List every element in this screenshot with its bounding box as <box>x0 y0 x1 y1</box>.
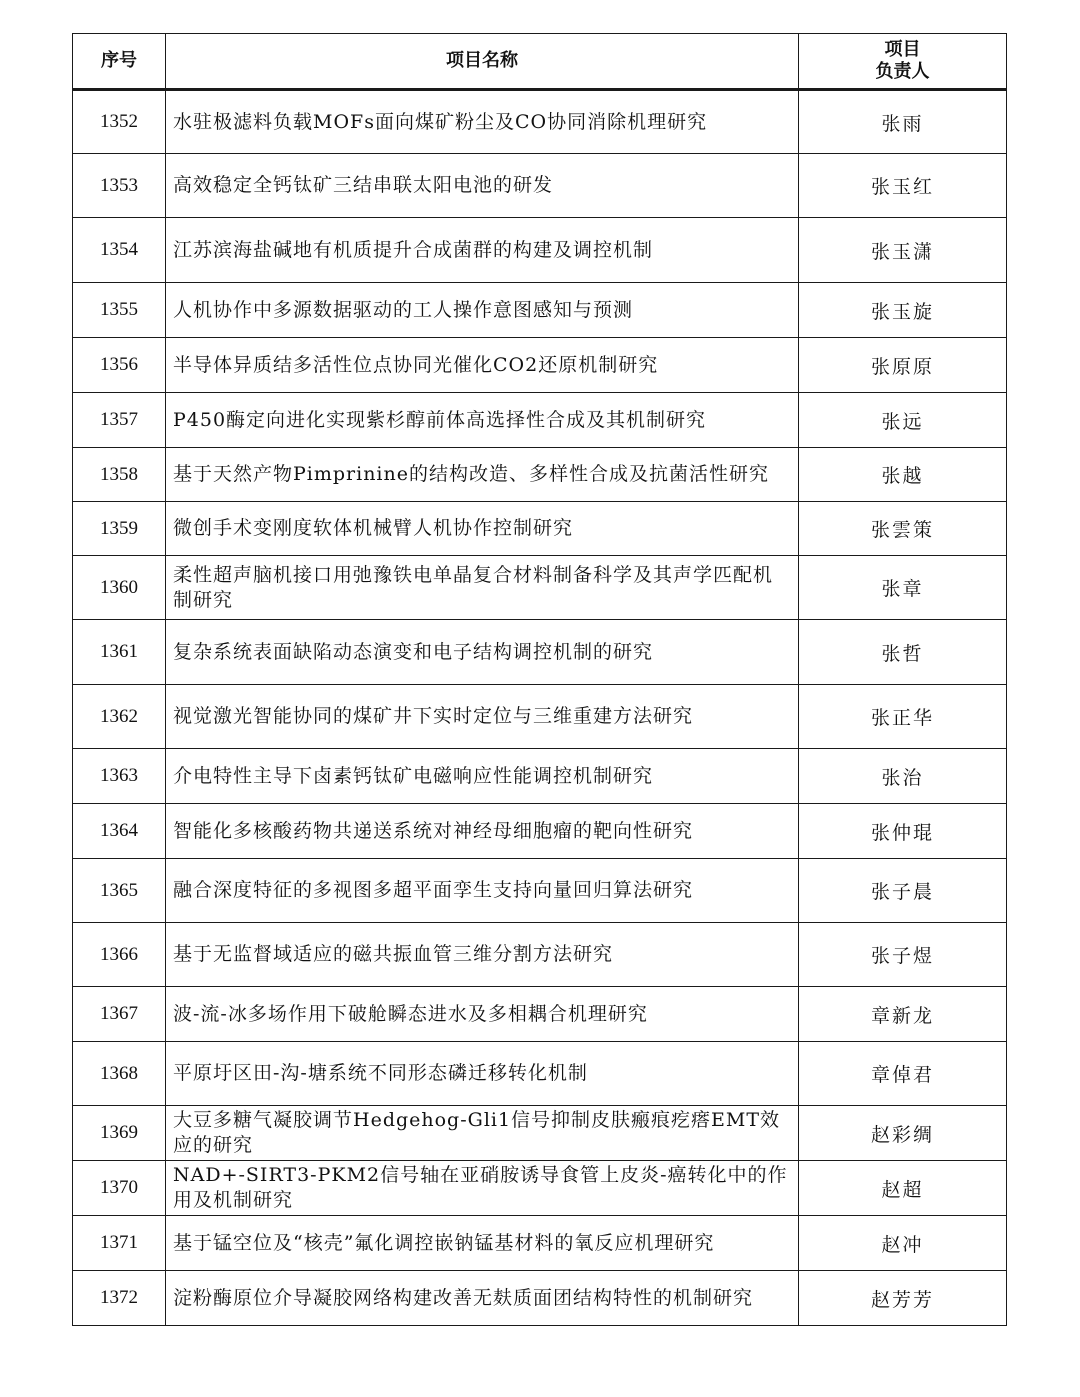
project-name: NAD+-SIRT3-PKM2信号轴在亚硝胺诱导食管上皮炎-癌转化中的作用及机制研究 <box>166 1161 799 1216</box>
project-name: 基于锰空位及“核壳”氟化调控嵌钠锰基材料的氧反应机理研究 <box>166 1216 799 1271</box>
row-number: 1370 <box>73 1161 166 1216</box>
project-owner: 张越 <box>799 448 1007 502</box>
header-owner-line1: 项目 <box>884 39 921 60</box>
table-header <box>73 34 1007 90</box>
project-name: 视觉激光智能协同的煤矿井下实时定位与三维重建方法研究 <box>166 685 799 749</box>
project-owner: 赵超 <box>799 1161 1007 1216</box>
project-owner: 张玉旋 <box>799 283 1007 338</box>
project-name: 智能化多核酸药物共递送系统对神经母细胞瘤的靶向性研究 <box>166 804 799 859</box>
project-owner: 张雨 <box>799 90 1007 154</box>
table-body <box>73 90 1007 1326</box>
table-row <box>73 1271 1007 1326</box>
project-name: 介电特性主导下卤素钙钛矿电磁响应性能调控机制研究 <box>166 749 799 804</box>
project-owner: 章新龙 <box>799 987 1007 1042</box>
project-owner: 赵彩绸 <box>799 1106 1007 1161</box>
project-owner: 赵芳芳 <box>799 1271 1007 1326</box>
header-owner <box>799 34 1007 90</box>
project-owner: 张章 <box>799 556 1007 620</box>
row-number: 1354 <box>73 218 166 283</box>
row-number: 1361 <box>73 620 166 685</box>
row-number: 1353 <box>73 154 166 218</box>
table-row <box>73 448 1007 502</box>
project-name: 波-流-冰多场作用下破舱瞬态进水及多相耦合机理研究 <box>166 987 799 1042</box>
row-number: 1368 <box>73 1042 166 1106</box>
table-row <box>73 859 1007 923</box>
row-number: 1372 <box>73 1271 166 1326</box>
header-name: 项目名称 <box>166 34 799 90</box>
row-number: 1362 <box>73 685 166 749</box>
project-owner: 张哲 <box>799 620 1007 685</box>
row-number: 1365 <box>73 859 166 923</box>
row-number: 1355 <box>73 283 166 338</box>
project-name: 水驻极滤料负载MOFs面向煤矿粉尘及CO协同消除机理研究 <box>166 90 799 154</box>
table-row <box>73 685 1007 749</box>
table-row <box>73 393 1007 448</box>
table-row <box>73 502 1007 556</box>
table-row <box>73 154 1007 218</box>
table-row <box>73 90 1007 154</box>
row-number: 1357 <box>73 393 166 448</box>
table-row <box>73 620 1007 685</box>
project-name: 淀粉酶原位介导凝胶网络构建改善无麸质面团结构特性的机制研究 <box>166 1271 799 1326</box>
table-row <box>73 1216 1007 1271</box>
row-number: 1366 <box>73 923 166 987</box>
project-table <box>72 33 1007 1326</box>
project-owner: 张雲策 <box>799 502 1007 556</box>
project-name: 江苏滨海盐碱地有机质提升合成菌群的构建及调控机制 <box>166 218 799 283</box>
table-row <box>73 1161 1007 1216</box>
project-name: 微创手术变刚度软体机械臂人机协作控制研究 <box>166 502 799 556</box>
table-row <box>73 556 1007 620</box>
project-name: 柔性超声脑机接口用弛豫铁电单晶复合材料制备科学及其声学匹配机制研究 <box>166 556 799 620</box>
table-row <box>73 987 1007 1042</box>
project-name: P450酶定向进化实现紫杉醇前体高选择性合成及其机制研究 <box>166 393 799 448</box>
project-name: 平原圩区田-沟-塘系统不同形态磷迁移转化机制 <box>166 1042 799 1106</box>
row-number: 1360 <box>73 556 166 620</box>
project-name: 复杂系统表面缺陷动态演变和电子结构调控机制的研究 <box>166 620 799 685</box>
row-number: 1363 <box>73 749 166 804</box>
table-row <box>73 283 1007 338</box>
header-no: 序号 <box>73 34 166 90</box>
table-row <box>73 749 1007 804</box>
row-number: 1367 <box>73 987 166 1042</box>
project-owner: 张玉潇 <box>799 218 1007 283</box>
project-name: 人机协作中多源数据驱动的工人操作意图感知与预测 <box>166 283 799 338</box>
project-owner: 张正华 <box>799 685 1007 749</box>
table-row <box>73 218 1007 283</box>
project-owner: 张子煜 <box>799 923 1007 987</box>
project-owner: 张仲琨 <box>799 804 1007 859</box>
row-number: 1356 <box>73 338 166 393</box>
table-row <box>73 804 1007 859</box>
project-owner: 张远 <box>799 393 1007 448</box>
row-number: 1371 <box>73 1216 166 1271</box>
row-number: 1352 <box>73 90 166 154</box>
row-number: 1364 <box>73 804 166 859</box>
project-owner: 赵冲 <box>799 1216 1007 1271</box>
project-name: 基于天然产物Pimprinine的结构改造、多样性合成及抗菌活性研究 <box>166 448 799 502</box>
table-row <box>73 1042 1007 1106</box>
header-owner-line2: 负责人 <box>875 61 930 82</box>
project-owner: 张子晨 <box>799 859 1007 923</box>
row-number: 1359 <box>73 502 166 556</box>
project-owner: 章倬君 <box>799 1042 1007 1106</box>
header-row <box>73 34 1007 90</box>
table-row <box>73 1106 1007 1161</box>
project-owner: 张治 <box>799 749 1007 804</box>
project-owner: 张原原 <box>799 338 1007 393</box>
project-name: 基于无监督域适应的磁共振血管三维分割方法研究 <box>166 923 799 987</box>
project-name: 半导体异质结多活性位点协同光催化CO2还原机制研究 <box>166 338 799 393</box>
project-owner: 张玉红 <box>799 154 1007 218</box>
row-number: 1358 <box>73 448 166 502</box>
row-number: 1369 <box>73 1106 166 1161</box>
table-row <box>73 923 1007 987</box>
project-name: 大豆多糖气凝胶调节Hedgehog-Gli1信号抑制皮肤瘢痕疙瘩EMT效应的研究 <box>166 1106 799 1161</box>
project-name: 高效稳定全钙钛矿三结串联太阳电池的研发 <box>166 154 799 218</box>
table-row <box>73 338 1007 393</box>
project-name: 融合深度特征的多视图多超平面孪生支持向量回归算法研究 <box>166 859 799 923</box>
